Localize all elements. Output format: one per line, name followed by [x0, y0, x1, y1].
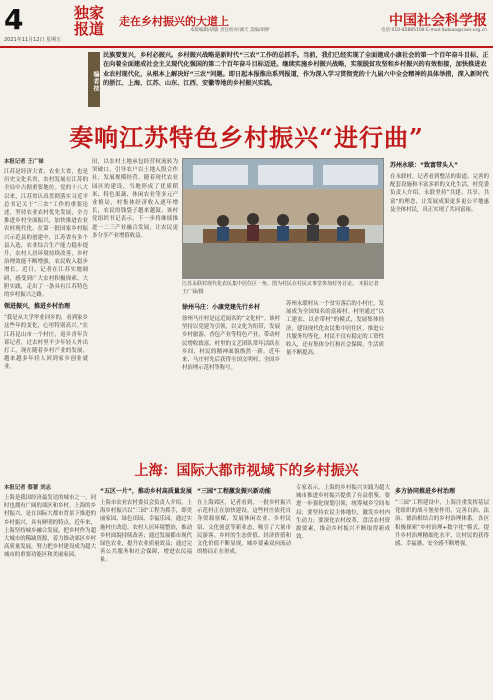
article-1-paragraph: 苏州永联村从一个贫穷落后的小村庄，发展成为全国知名的富裕村。村里通过“以工建农、以企带村”的模式，发展集体经济，建设现代化农民集中居住区，推进公共服务均等化。村民不仅有稳定的工资性收入，还有集体分红和社会保障，生活质量不断提高。 — [286, 301, 384, 357]
paper-name: 中国社会科学报 — [389, 13, 487, 29]
article-2-headline-wrap — [0, 460, 493, 480]
article-2-paragraph: “三园”工程建设中，上海注重发挥基层党组织的战斗堡垒作用，完善自治、法治、德治相结合的乡村治理体系。各区积极探索“乡村治理+数字化”模式，提升乡村治理精细化水平，让村民的获得感、幸福感、安全感不断增强。 — [395, 500, 489, 548]
meeting-room-image — [183, 159, 384, 279]
article-2-byline: 本报记者 蔡蕾 刘志 — [4, 485, 51, 491]
article-1-column-2 — [92, 158, 178, 458]
contact-line: 电话:010-85885108 E-mail:dubiao@cass.org.cn — [380, 28, 487, 33]
article-2-paragraph: 上海市农业农村委员会负责人介绍，上海乡村振兴以“三园”工程为抓手，即美丽家园、绿色田园、幸福乐园。通过实施村庄改造、农村人居环境整治，推动乡村面貌持续改善；通过发展都市现代绿色农业，提升农业质量效益；通过完善公共服务和社会保障，增进农民福祉。 — [100, 500, 192, 564]
article-2-column-5 — [395, 484, 489, 696]
article-1-paragraph: 江苏是经济大省、农业大省，也是历史文化名省，农村发展在江苏的全局中占据重要地位。党的十八大以来，江苏省认真贯彻落实习近平总书记关于“三农”工作的重要论述，坚持农业农村优先发展，全力推进乡村全面振兴，加快推进农业农村现代化。在第一批国家乡村振兴示范县的创建中，江苏省有多个县入选，农业综合生产能力稳步提升，农村人居环境持续改善，乡村治理效能不断增强，农民收入稳步增长。近日，记者在江苏实地调研，感受到广大农村积极探索、大胆实践，走出了一条具有江苏特色的乡村振兴之路。 — [4, 169, 88, 299]
column-logo-line-2: 报道 — [74, 20, 105, 38]
article-1-column-3 — [182, 300, 280, 456]
photo-caption: 江苏永联村现代化农民集中居住区一角。图为村民在村民议事堂参加村务讨论。 本报记者 王广禄/摄 — [182, 281, 379, 295]
article-2-paragraph: 专家表示，上海的乡村振兴实践为超大城市推进乡村振兴提供了有益借鉴。要进一步强化规划引领，统筹城乡空间布局；要坚持农民主体地位，激发乡村内生动力；要深化农村改革，盘活农村资源要素，推动乡村振兴不断取得新成效。 — [296, 485, 390, 541]
column-logo — [74, 5, 114, 39]
masthead — [0, 0, 493, 46]
article-2-column-4 — [296, 484, 390, 696]
article-2-column-2 — [100, 484, 192, 696]
article-1-paragraph: “我是从大学毕业回乡的，看到家乡这些年的变化，心里特别高兴。”在江苏昆山市一个村庄，返乡青年告诉记者，过去村里不少年轻人外出打工，现在随着乡村产业的发展，越来越多年轻人回到家乡创业就业。 — [4, 315, 88, 371]
page-number: 4 — [4, 3, 24, 36]
editors-line: 本版编辑/胡敏 责任校对/谢天 美编/胡婷 — [190, 28, 270, 33]
article-2-paragraph: 上海是我国经济最发达的城市之一，同时也拥有广阔的郊区和乡村。上海的乡村振兴，是在国际大都市背景下推进的乡村振兴，具有鲜明的特点。近年来，上海坚持城乡融合发展，把乡村作为超大城市的稀缺资源，着力推动郊区乡村高质量发展，努力把乡村建设成为超大城市的重要功能区和美丽家园。 — [4, 495, 96, 559]
article-2-subhead-1: “五区一片”，推动乡村高质量发展 — [100, 488, 192, 495]
editor-note-tag: 编者按 — [88, 52, 100, 107]
article-2-column-3 — [197, 484, 291, 696]
article-1-photo — [182, 158, 384, 279]
article-1-subhead-2: 徐州马庄：小康党建先行乡村 — [182, 304, 261, 311]
article-2-subhead-3: 多方协同推进乡村治理 — [395, 488, 456, 495]
masthead-rule — [0, 46, 493, 48]
editor-note: 民族要复兴，乡村必振兴。乡村振兴战略是新时代“三农”工作的总抓手。当前，我们已经实现了全面建成小康社会的第一个百年奋斗目标，正在向着全面建成社会主义现代化强国的第二个百年奋斗目标迈进。继续实施乡村振兴战略，实现脱贫攻坚和乡村振兴的有效衔接，加快推进农业农村现代化，从根本上解决好“三农”问题。即日起本报推出系列报道，作为深入学习贯彻党的十九届六中全会精神的具体举措，深入新时代的浙江、上海、江苏、山东、江西、安徽等地的乡村振兴实践。 — [103, 52, 489, 87]
article-2-headline: 上海：国际大都市视域下的乡村振兴 — [129, 463, 365, 479]
column-logo-line-1: 独家 — [74, 4, 105, 22]
article-1-paragraph: 田，以农村土地承包经营权流转为突破口，引导农户以土地入股合作社，发展规模经营。随着现代农业园区的建设，当地形成了优质稻米、特色果蔬、休闲农业等多元产业格局，村集体经济收入逐年增长，农民的钱袋子越来越鼓。该村党组织书记表示，下一步将继续推进一二三产业融合发展，让农民更多分享产业增值收益。 — [92, 159, 178, 239]
article-1-column-1 — [4, 158, 88, 458]
article-1-paragraph: 在永联村，记者看到整洁的街道、完善的配套设施和丰富多彩的文化生活。村党委负责人介绍，永联坚持“共建、共享、共富”的理念，让发展成果更多更公平地惠及全体村民，真正实现了共同富裕。 — [390, 174, 489, 213]
article-1-subhead-3: 苏州永联：“致富带头人” — [390, 162, 458, 169]
column-title: 走在乡村振兴的大道上 — [119, 15, 229, 28]
article-1-subhead-1: 领进振兴，推进乡村治理 — [4, 303, 71, 311]
article-1-paragraph: 徐州马庄村是远近闻名的“文化村”。该村坚持以党建为引领，以文化为纽带，发展乡村旅游、香包产业等特色产业，带动村民增收致富。村里的文艺团队常年活跃在乡间，村民的精神面貌焕然一新。近年来，马庄村先后获得全国文明村、全国乡村治理示范村等称号。 — [182, 316, 280, 372]
article-1-headline: 奏响江苏特色乡村振兴“进行曲” — [69, 123, 424, 152]
article-2-paragraph: 在上海郊区，记者看到，一批乡村振兴示范村正在加快建设。这些村庄依托自身资源禀赋，发展休闲农业、乡村民宿、文化创意等新业态，吸引了大量市民游客。乡村的生态价值、经济价值和文化价值不断显现，城乡要素双向流动的格局正在形成。 — [197, 500, 291, 556]
article-2-subhead-2: “三园”工程激发振兴新动能 — [197, 488, 271, 495]
article-1-column-4 — [286, 300, 384, 456]
date-line: 2021年11月12日 星期五 — [4, 37, 62, 43]
article-2-column-1 — [4, 484, 96, 696]
article-1-byline: 本报记者 王广禄 — [4, 159, 44, 165]
article-1-column-5 — [390, 158, 489, 456]
